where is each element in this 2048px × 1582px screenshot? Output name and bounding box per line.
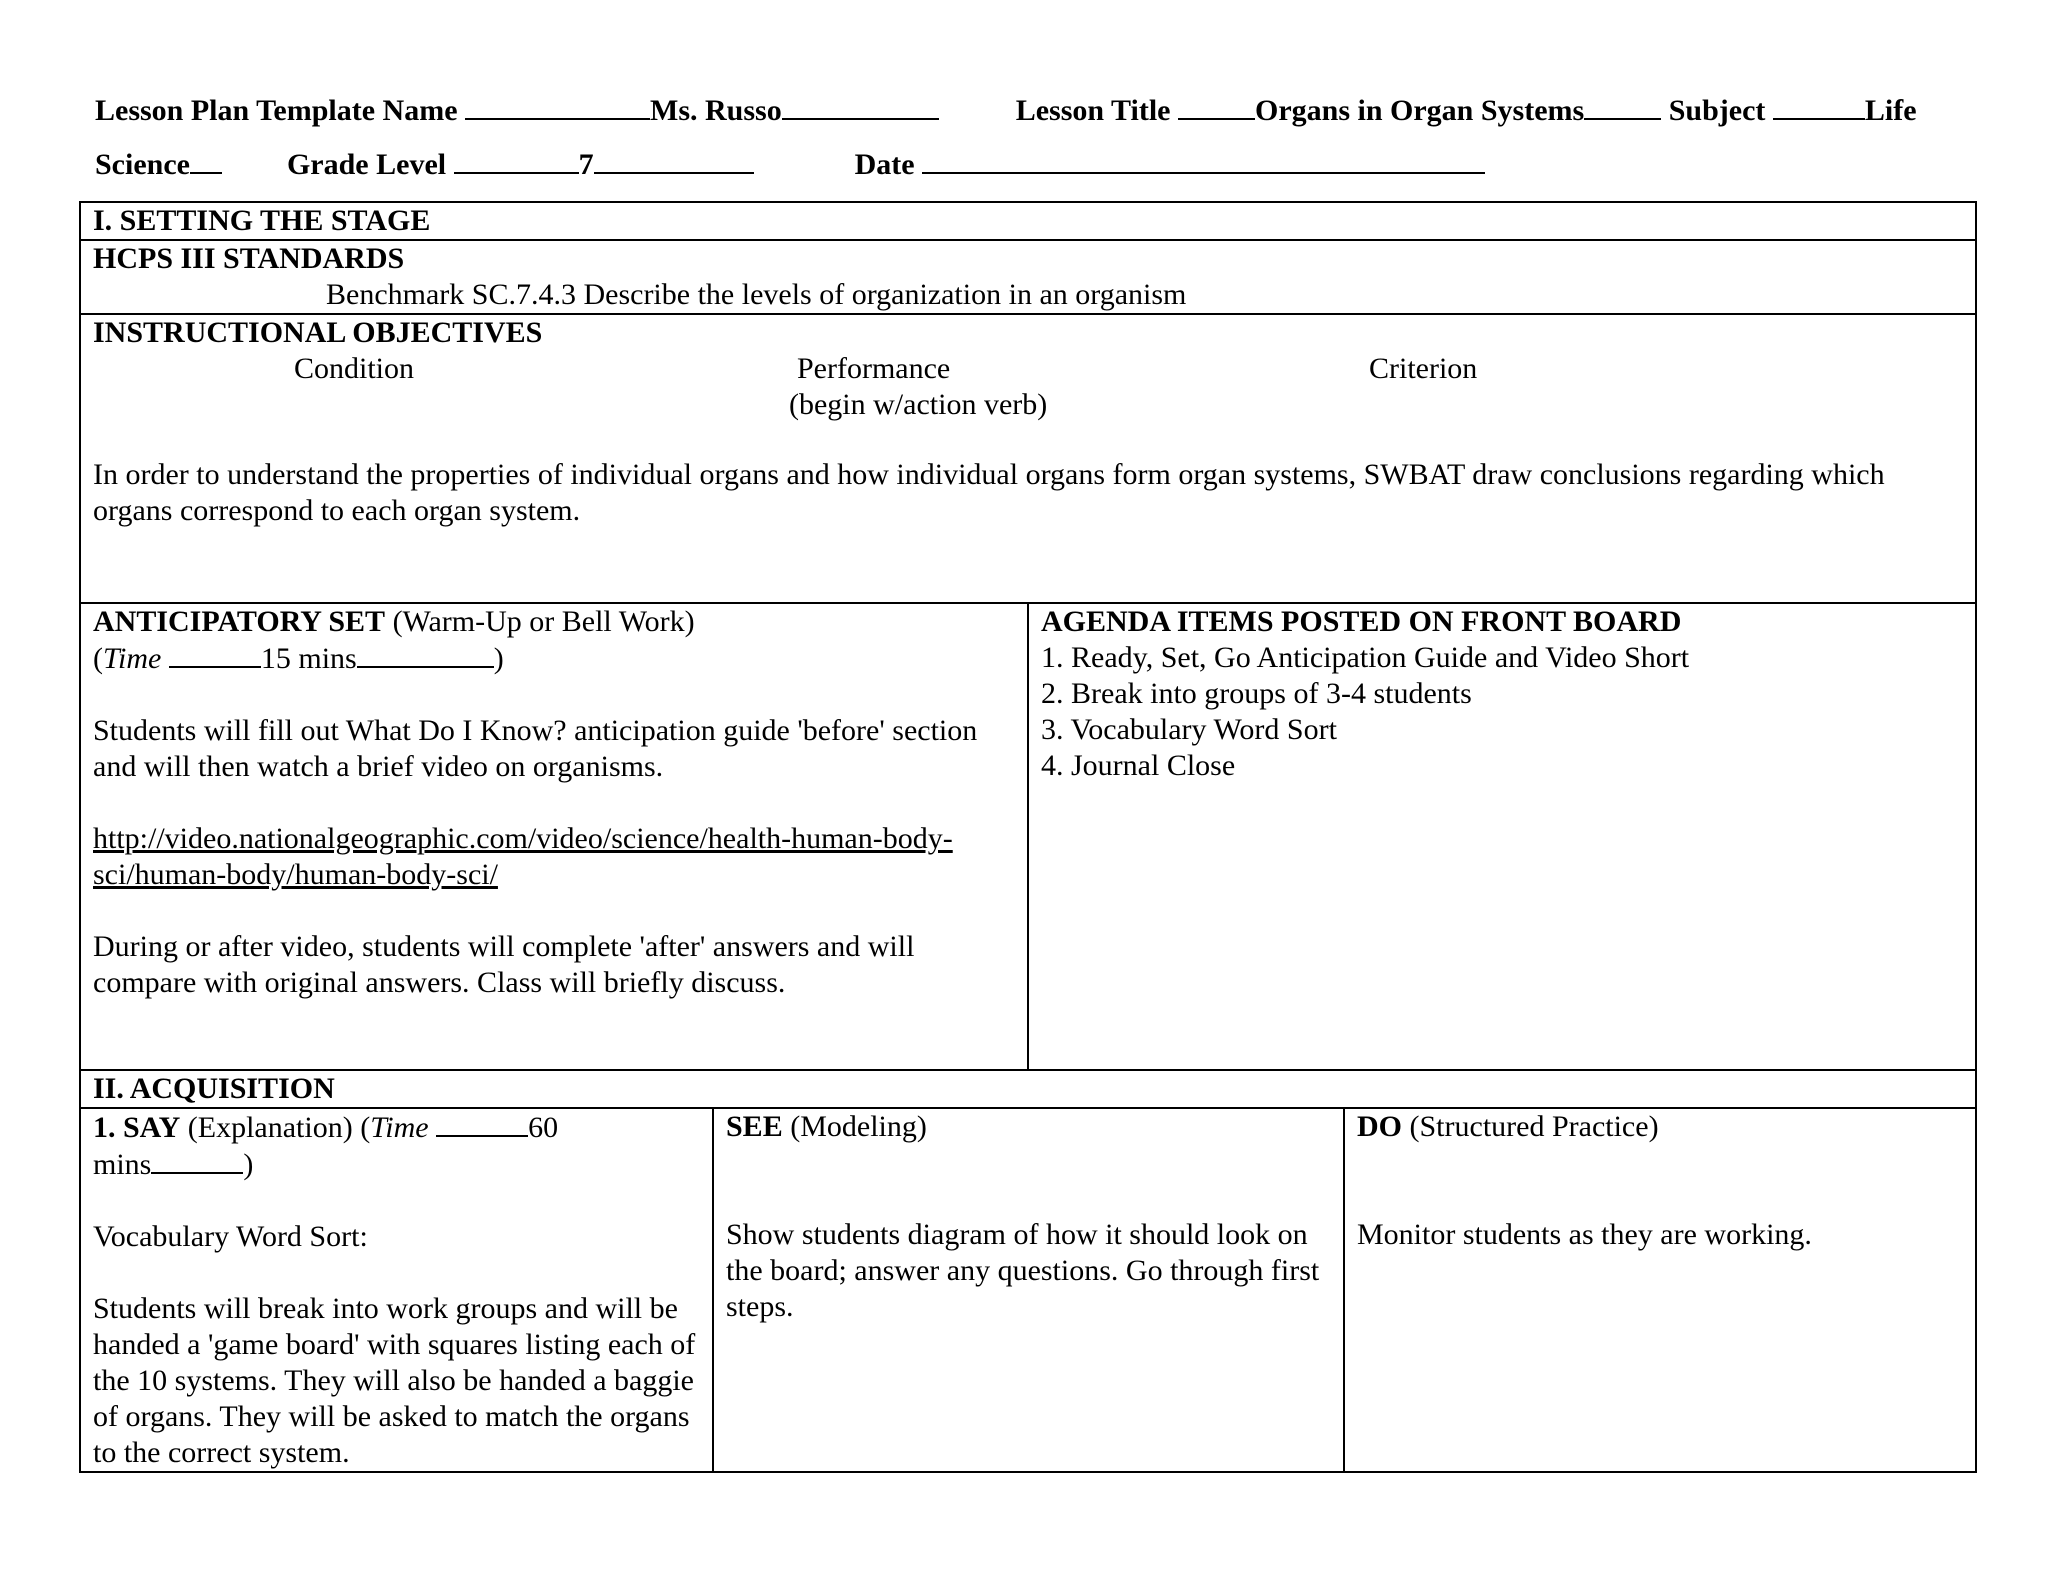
time-value: 15 mins — [260, 642, 357, 675]
agenda-item: 4. Journal Close — [1041, 749, 1236, 782]
anticipatory-agenda-row — [80, 603, 1976, 1070]
say-time-value: 60 — [528, 1111, 559, 1144]
say-title: 1. SAY (Explanation) (Time 60 — [93, 1111, 559, 1144]
header-line-2 — [95, 146, 1485, 183]
say-text: Students will break into work groups and will be handed a 'game board' with squares listing each of the 10 systems. They will also be handed a baggie of organs. They will be asked to match the organs to the correct system. — [93, 1292, 696, 1469]
anticipatory-set-heading: ANTICIPATORY SET — [93, 605, 386, 638]
anticipatory-para-2: During or after video, students will complete 'after' answers and will compare with original answers. Class will briefly discuss. — [93, 930, 915, 999]
agenda-heading: AGENDA ITEMS POSTED ON FRONT BOARD — [1041, 605, 1682, 638]
objectives-performance-note-row — [93, 387, 1963, 423]
setting-stage-row — [80, 202, 1976, 240]
objectives-row — [80, 314, 1976, 603]
anticipatory-set-cell — [80, 603, 1028, 1070]
agenda-cell — [1028, 603, 1976, 1070]
standards-cell — [80, 240, 1976, 314]
agenda-item: 3. Vocabulary Word Sort — [1041, 713, 1337, 746]
agenda-item: 2. Break into groups of 3-4 students — [1041, 677, 1472, 710]
say-cell: 1. SAY (Explanation) (Time 60 mins ) Vocabulary Word Sort: Students will break into work groups and will be handed a 'game board' with squares listing each of the 10 systems. They will also be handed a baggie of organs. They will be asked to match the organs to the correct system. — [80, 1108, 713, 1472]
anticipatory-set-title — [93, 604, 1015, 640]
objective-performance-note: (begin w/action verb) — [789, 388, 1048, 421]
grade-label: Grade Level — [286, 148, 447, 181]
objective-statement: In order to understand the properties of individual organs and how individual organs form organ systems, SWBAT draw conclusions regarding which organs correspond to each organ system. — [93, 458, 1885, 527]
acquisition-heading: II. ACQUISITION — [80, 1070, 1976, 1108]
objectives-cell — [80, 314, 1976, 603]
date-label: Date — [854, 148, 915, 181]
header-line-1 — [95, 92, 1917, 129]
subject-label: Subject — [1668, 94, 1766, 127]
title-value: Organs in Organ Systems — [1255, 94, 1585, 127]
objective-criterion-label: Criterion — [1369, 352, 1478, 385]
grade-blank-trail — [594, 146, 754, 174]
subject-value-part2: Science — [95, 148, 190, 181]
do-heading: DO — [1357, 1110, 1402, 1143]
time-blank-trail — [357, 640, 494, 668]
do-title: DO (Structured Practice) — [1357, 1110, 1659, 1143]
title-blank-lead — [1178, 92, 1255, 120]
anticipatory-para-1: Students will fill out What Do I Know? anticipation guide 'before' section and will then watch a brief video on organisms. — [93, 714, 978, 783]
video-link[interactable]: http://video.nationalgeographic.com/video/science/health-human-body-sci/human-body/human-body-sci/ — [93, 822, 953, 891]
say-subheading: Vocabulary Word Sort: — [93, 1220, 368, 1253]
agenda-item: 1. Ready, Set, Go Anticipation Guide and Video Short — [1041, 641, 1690, 674]
time-blank-lead — [169, 640, 261, 668]
title-label: Lesson Title — [1015, 94, 1171, 127]
anticipatory-time: (Time 15 mins ) — [93, 642, 504, 675]
say-heading: 1. SAY — [93, 1111, 181, 1144]
objectives-columns — [93, 351, 1963, 387]
acquisition-row — [80, 1070, 1976, 1108]
benchmark-text: Benchmark SC.7.4.3 Describe the levels of organization in an organism — [326, 278, 1187, 311]
subject-value-part1: Life — [1864, 94, 1917, 127]
objective-performance-label: Performance — [797, 352, 951, 385]
grade-value: 7 — [578, 148, 594, 181]
see-cell — [713, 1108, 1344, 1472]
lesson-plan-table — [79, 201, 1977, 1473]
subject-blank-lead — [1773, 92, 1865, 120]
time-label: Time — [103, 642, 162, 675]
say-time-label: Time — [370, 1111, 429, 1144]
objectives-heading: INSTRUCTIONAL OBJECTIVES — [93, 316, 543, 349]
do-cell — [1344, 1108, 1976, 1472]
name-blank-lead — [465, 92, 650, 120]
anticipatory-set-heading-note: (Warm-Up or Bell Work) — [385, 605, 695, 638]
see-heading: SEE — [726, 1110, 783, 1143]
see-text: Show students diagram of how it should look on the board; answer any questions. Go through first steps. — [726, 1218, 1320, 1323]
subject-blank-trail — [190, 146, 222, 174]
name-blank-trail — [782, 92, 939, 120]
name-label: Lesson Plan Template Name — [95, 94, 458, 127]
objective-condition-label: Condition — [294, 352, 415, 385]
standards-row — [80, 240, 1976, 314]
standards-heading: HCPS III STANDARDS — [93, 242, 405, 275]
date-field — [922, 146, 1485, 174]
name-value: Ms. Russo — [650, 94, 782, 127]
setting-stage-heading: I. SETTING THE STAGE — [80, 202, 1976, 240]
say-see-do-row — [80, 1108, 1976, 1472]
grade-blank-lead — [454, 146, 579, 174]
title-blank-trail — [1584, 92, 1661, 120]
do-text: Monitor students as they are working. — [1357, 1218, 1812, 1251]
see-title: SEE (Modeling) — [726, 1110, 927, 1143]
